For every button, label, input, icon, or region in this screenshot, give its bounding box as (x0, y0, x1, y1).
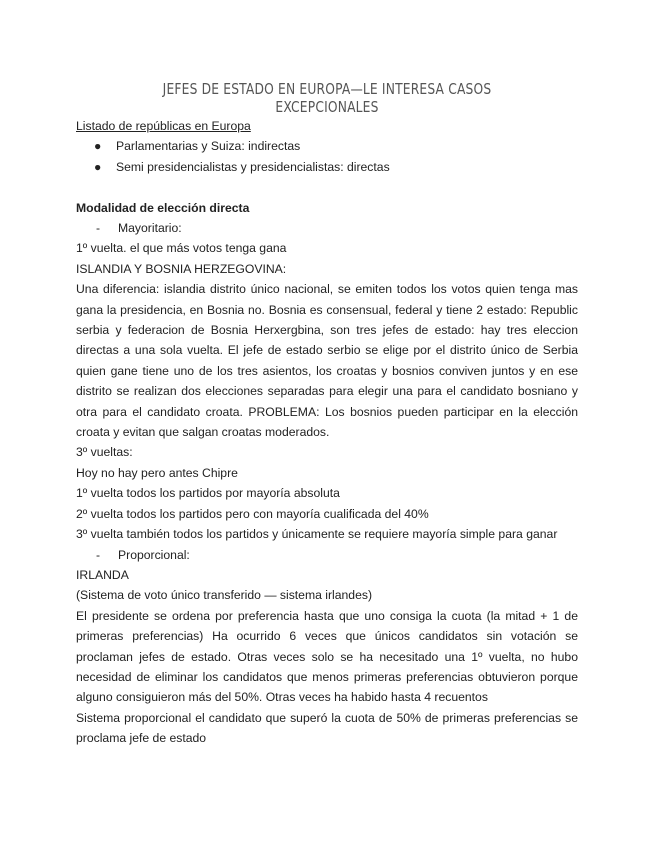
spacer (76, 177, 578, 197)
list-item (76, 157, 578, 177)
document-body (76, 116, 578, 749)
section-heading: Modalidad de elección directa (76, 200, 250, 215)
mayoritario-label: Mayoritario: (118, 221, 182, 236)
proporcional-label: Proporcional: (118, 547, 190, 562)
dash-marker: - (96, 547, 101, 562)
irlanda-system-text: (Sistema de voto único transferido — sistema irlandes) (76, 588, 373, 603)
bullet-text: Semi presidencialistas y presidencialistas: directas (116, 159, 390, 174)
dash-item (76, 545, 578, 565)
list-item (76, 136, 578, 156)
irlanda-heading: IRLANDA (76, 567, 129, 582)
three-rounds-label: 3º vueltas: (76, 445, 133, 460)
round-1-text: 1º vuelta todos los partidos por mayoría absoluta (76, 486, 340, 501)
dash-marker: - (96, 221, 101, 236)
chipre-text: Hoy no hay pero antes Chipre (76, 465, 238, 480)
islandia-paragraph: Una diferencia: islandia distrito único nacional, se emiten todos los votos quien tenga mas gana la presidencia, en Bosnia no. Bosnia es consensual, federal y tiene 2 estado: Republic serbia y federacion de Bosnia Herxergbina, son tres jefes de estado: hay tres eleccion directas a una sola vuelta. El jefe de estado serbio se elige por el distrito único de Serbia quien gane tiene uno de los tres asientos, los croatas y bosnios conviven juntos y en ese distrito se realizan dos elecciones separadas para elegir una para el candidato bosniano y otra para el candidato croata. PROBLEMA: Los bosnios pueden participar en la elección croata y evitan que salgan croatas moderados. (76, 282, 578, 440)
round-3-text: 3º vuelta también todos los partidos y únicamente se requiere mayoría simple para ganar (76, 527, 558, 542)
bullet-icon: ● (94, 139, 102, 154)
round-2-text: 2º vuelta todos los partidos pero con mayoría cualificada del 40% (76, 506, 429, 521)
bullet-icon: ● (94, 159, 102, 174)
first-round-text: 1º vuelta. el que más votos tenga gana (76, 241, 287, 256)
page-title: JEFES DE ESTADO EN EUROPA—LE INTERESA CASOS EXCEPCIONALES (162, 80, 492, 116)
list-heading: Listado de repúblicas en Europa (76, 119, 251, 133)
irlanda-paragraph: El presidente se ordena por preferencia hasta que uno consiga la cuota (la mitad + 1 de primeras preferencias) Ha ocurrido 6 veces que únicos candidatos sin votación se proclaman jefes de estado. Otras veces solo se ha necesitado una 1º vuelta, no hubo necesidad de eliminar los candidatos que menos primeras preferencias obtuvieron porque alguno consiguieron más del 50%. Otras veces ha habido hasta 4 recuentos (76, 608, 578, 705)
dash-item (76, 218, 578, 238)
bullet-text: Parlamentarias y Suiza: indirectas (116, 139, 301, 154)
islandia-heading: ISLANDIA Y BOSNIA HERZEGOVINA: (76, 261, 287, 276)
sistema-paragraph: Sistema proporcional el candidato que superó la cuota de 50% de primeras preferencias se proclama jefe de estado (76, 710, 578, 746)
